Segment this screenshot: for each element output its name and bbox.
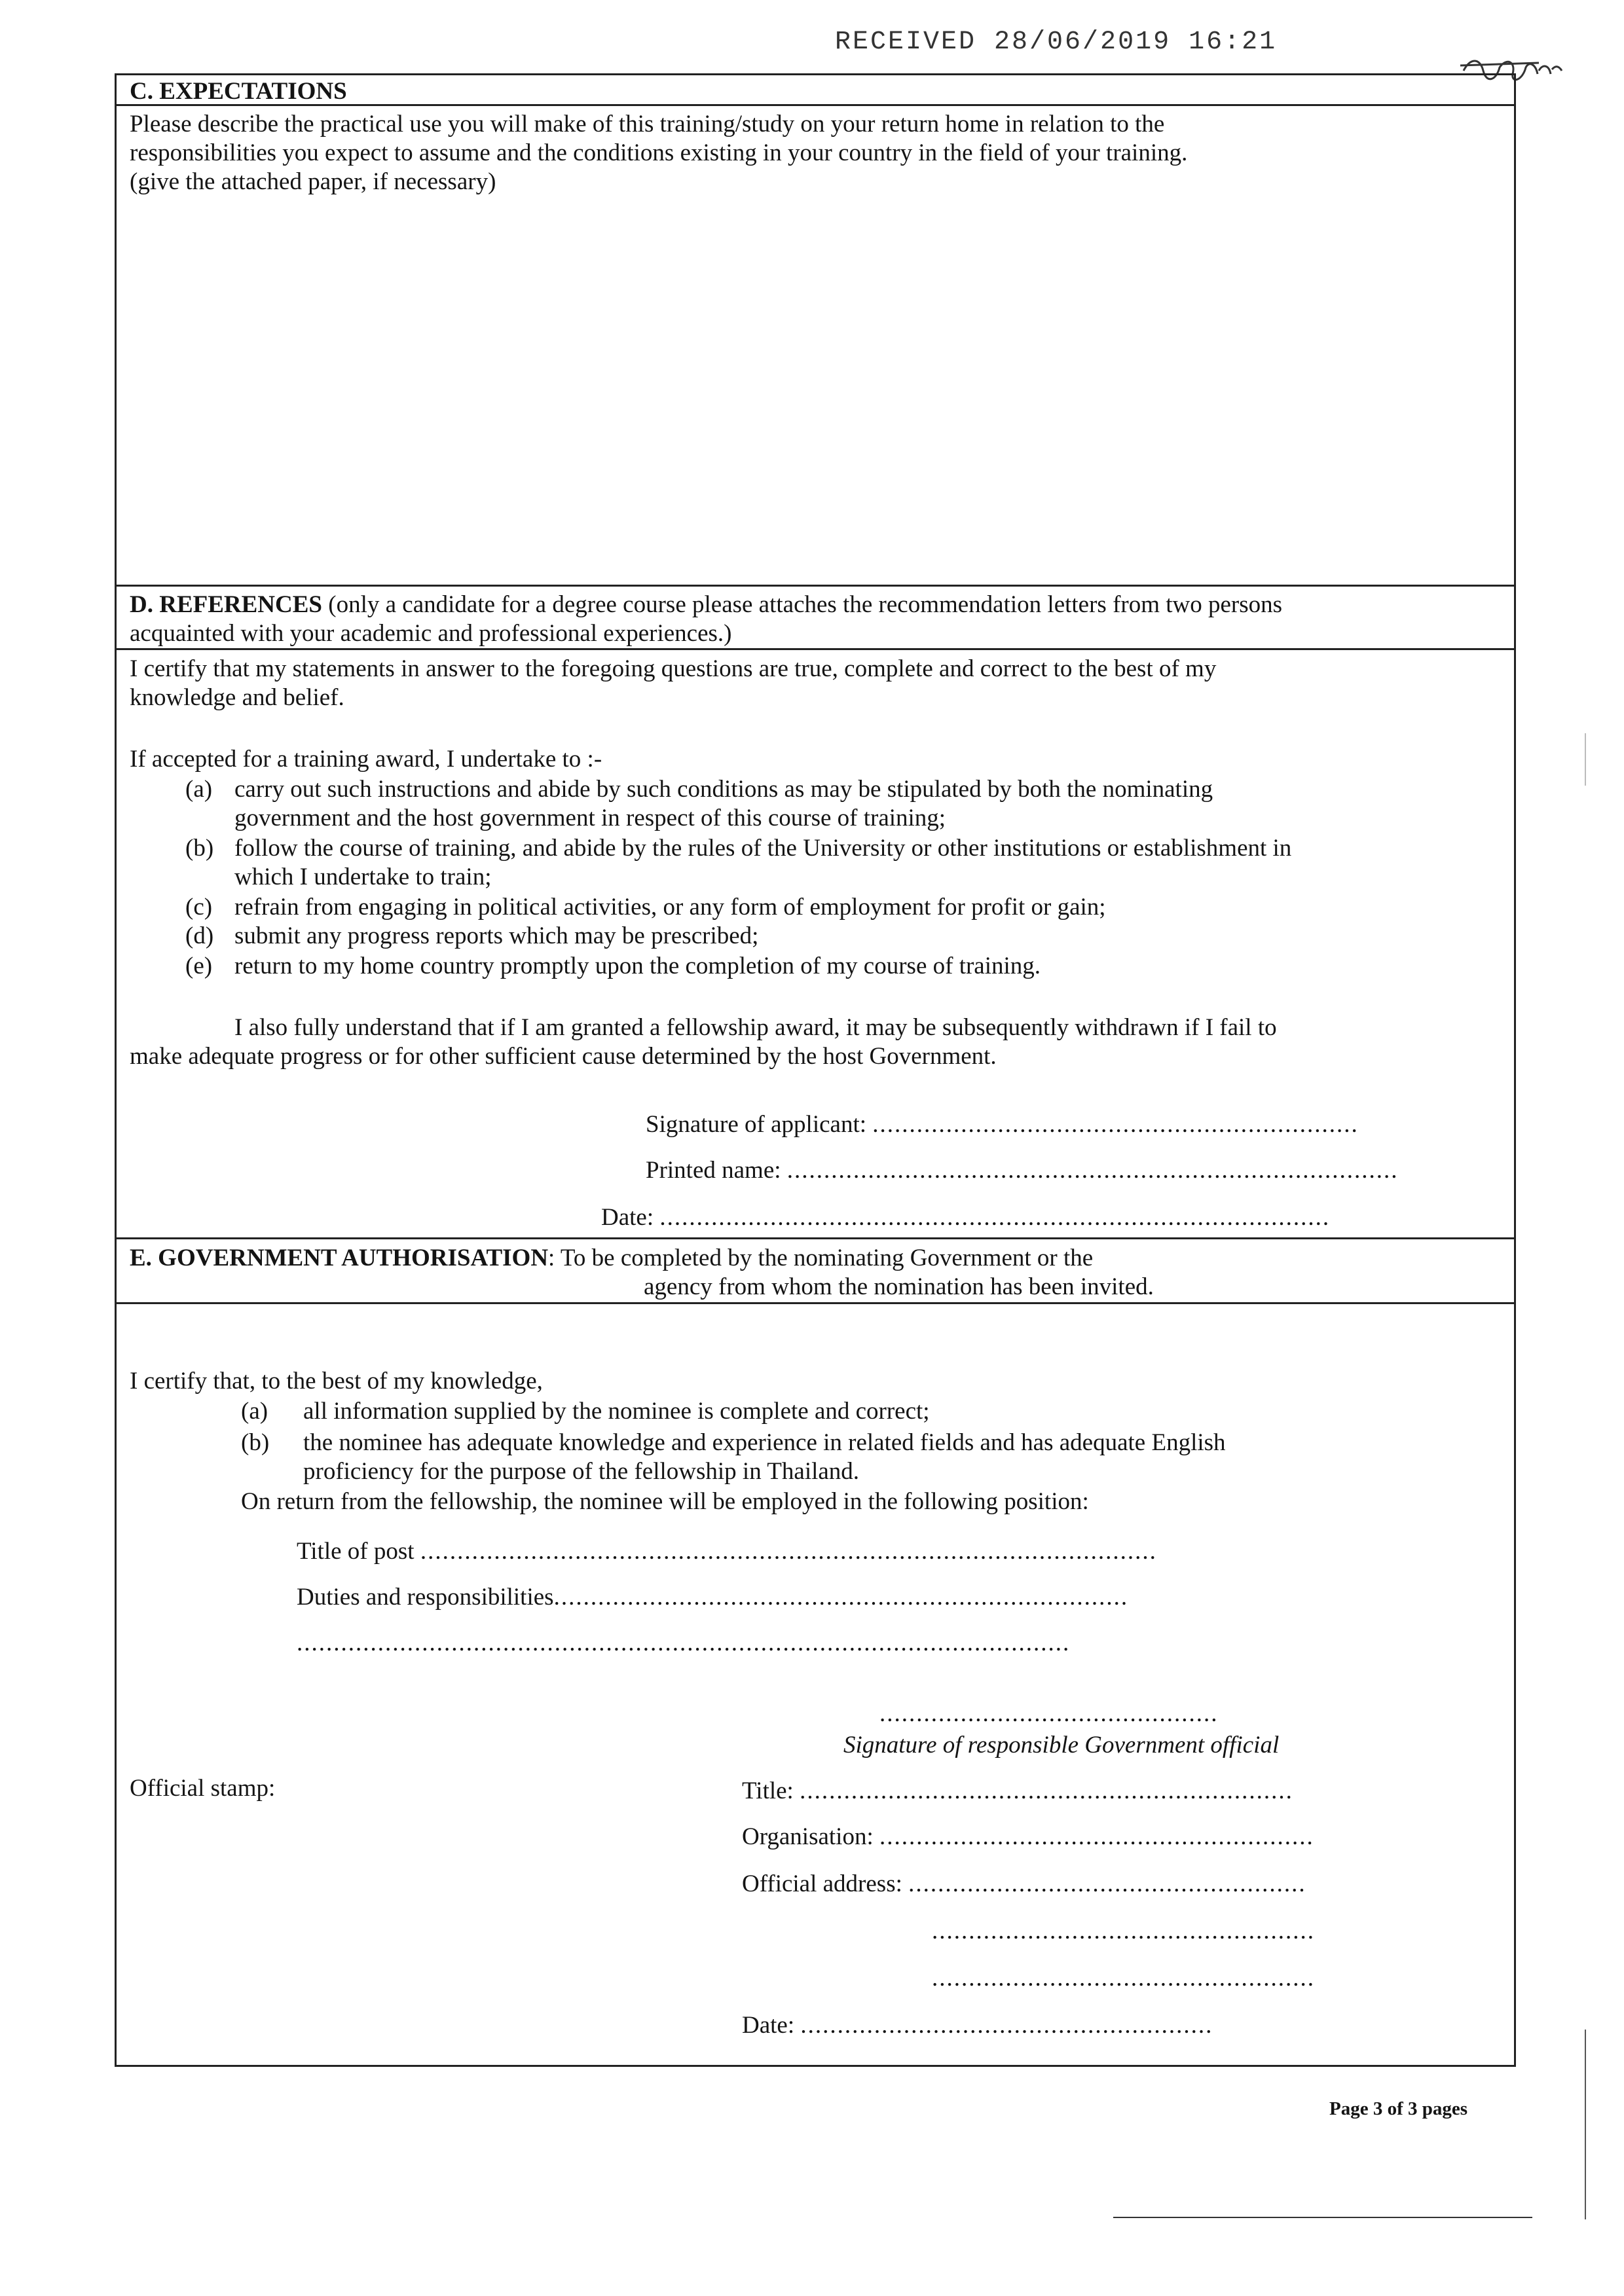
page-number: Page 3 of 3 pages [1329, 2098, 1468, 2119]
applicant-date-field[interactable] [601, 1203, 1330, 1233]
divider [117, 1302, 1514, 1304]
duties-field[interactable] [297, 1582, 1128, 1613]
section-e-title-rest1: To be completed by the nominating Government or the [555, 1245, 1094, 1271]
section-e-header [130, 1243, 1093, 1273]
official-signature-caption: Signature of responsible Government official [843, 1732, 1280, 1758]
item-a-marker: (a) [185, 776, 213, 803]
item-c-marker: (c) [185, 894, 213, 920]
gov-item-b-line1: the nominee has adequate knowledge and experience in related fields and has adequate English [303, 1429, 1226, 1456]
official-address-label: Official address: [742, 1870, 902, 1897]
gov-item-a-marker: (a) [241, 1398, 268, 1425]
divider [117, 1237, 1514, 1239]
gov-item-b-marker: (b) [241, 1429, 270, 1456]
official-date-field[interactable] [742, 2011, 1213, 2041]
organisation-label: Organisation: [742, 1823, 874, 1850]
applicant-signature-label: Signature of applicant: [646, 1111, 867, 1138]
section-c-line2: responsibilities you expect to assume and the conditions existing in your country in the field of your training. [130, 139, 1188, 166]
divider [117, 104, 1514, 106]
official-date-dots: ........................................................ [800, 2012, 1213, 2039]
gov-item-b-line2: proficiency for the purpose of the fellowship in Thailand. [303, 1458, 860, 1485]
section-d-title: D. REFERENCES [130, 591, 322, 618]
official-address-dots: ...................................................... [908, 1870, 1306, 1897]
printed-name-label: Printed name: [646, 1157, 781, 1184]
title-of-post-field[interactable] [297, 1537, 1157, 1567]
certify-line2: knowledge and belief. [130, 684, 344, 711]
section-d-title-line2: acquainted with your academic and professional experiences.) [130, 620, 732, 647]
official-signature-line[interactable] [879, 1699, 1219, 1729]
official-address-dots-line2: .................................................... [932, 1918, 1315, 1944]
item-b-marker: (b) [185, 835, 214, 862]
official-signature-dots: .............................................. [879, 1700, 1219, 1727]
item-a-line1: carry out such instructions and abide by such conditions as may be stipulated by both the nominating [234, 776, 1213, 803]
divider [117, 585, 1514, 587]
item-e-marker: (e) [185, 953, 213, 979]
duties-dots-line2: ......................................................................................................... [297, 1630, 1071, 1656]
section-c-line3: (give the attached paper, if necessary) [130, 168, 496, 195]
section-d-title-rest: (only a candidate for a degree course please attaches the recommendation letters from two persons [322, 591, 1283, 618]
official-address-dots-line3: .................................................... [932, 1965, 1315, 1992]
title-of-post-dots: .................................................................................................... [420, 1538, 1157, 1565]
section-c-line1: Please describe the practical use you will make of this training/study on your return home in relation to the [130, 111, 1165, 137]
duties-dots: .............................................................................. [553, 1584, 1129, 1611]
applicant-date-dots: ........................................................................................... [659, 1204, 1331, 1231]
organisation-dots: ........................................................... [879, 1823, 1314, 1850]
item-d-marker: (d) [185, 922, 214, 949]
item-e-line1: return to my home country promptly upon the completion of my course of training. [234, 953, 1041, 979]
printed-name-dots: ................................................................................... [786, 1157, 1399, 1184]
divider [117, 648, 1514, 650]
item-b-line2: which I undertake to train; [234, 864, 492, 890]
official-title-label: Title: [742, 1777, 794, 1804]
applicant-date-label: Date: [601, 1204, 654, 1231]
gov-certify-line: I certify that, to the best of my knowledge, [130, 1368, 543, 1394]
duties-continuation-line[interactable] [297, 1628, 1070, 1658]
official-title-field[interactable] [742, 1776, 1293, 1806]
certify-line1: I certify that my statements in answer to the foregoing questions are true, complete and correct to the best of my [130, 655, 1217, 682]
undertake-line: If accepted for a training award, I undertake to :- [130, 746, 602, 773]
section-e-title-rest2: agency from whom the nomination has been invited. [644, 1273, 1154, 1300]
scan-artifact-line [1585, 2030, 1586, 2219]
duties-label: Duties and responsibilities [297, 1584, 554, 1611]
application-form [115, 73, 1516, 2067]
item-b-line1: follow the course of training, and abide by the rules of the University or other institutions or establishment in [234, 835, 1292, 862]
scan-artifact-line [1585, 733, 1586, 786]
item-a-line2: government and the host government in respect of this course of training; [234, 805, 946, 831]
scan-artifact-line [1113, 2217, 1532, 2218]
printed-name-field[interactable] [646, 1156, 1399, 1186]
official-stamp-label: Official stamp: [130, 1775, 276, 1802]
organisation-field[interactable] [742, 1822, 1314, 1852]
understand-line2: make adequate progress or for other sufficient cause determined by the host Government. [130, 1043, 997, 1070]
applicant-signature-field[interactable] [646, 1110, 1359, 1140]
gov-return-line: On return from the fellowship, the nominee will be employed in the following position: [241, 1488, 1089, 1515]
title-of-post-label: Title of post [297, 1538, 415, 1565]
section-c-title: C. EXPECTATIONS [130, 78, 347, 105]
gov-item-a: all information supplied by the nominee is complete and correct; [303, 1398, 930, 1425]
item-d-line1: submit any progress reports which may be prescribed; [234, 922, 759, 949]
official-title-dots: ................................................................... [800, 1777, 1293, 1804]
official-date-label: Date: [742, 2012, 795, 2039]
section-e-colon: : [548, 1245, 555, 1271]
official-address-line2[interactable] [932, 1916, 1315, 1946]
understand-line1: I also fully understand that if I am granted a fellowship award, it may be subsequently withdrawn if I fail to [234, 1014, 1277, 1041]
received-stamp: RECEIVED 28/06/2019 16:21 [835, 27, 1278, 57]
item-c-line1: refrain from engaging in political activities, or any form of employment for profit or gain; [234, 894, 1106, 920]
section-e-title: E. GOVERNMENT AUTHORISATION [130, 1245, 549, 1271]
section-d-header [130, 590, 1282, 620]
applicant-signature-dots: .................................................................. [872, 1111, 1359, 1138]
official-address-field[interactable] [742, 1869, 1306, 1899]
official-address-line3[interactable] [932, 1963, 1315, 1994]
